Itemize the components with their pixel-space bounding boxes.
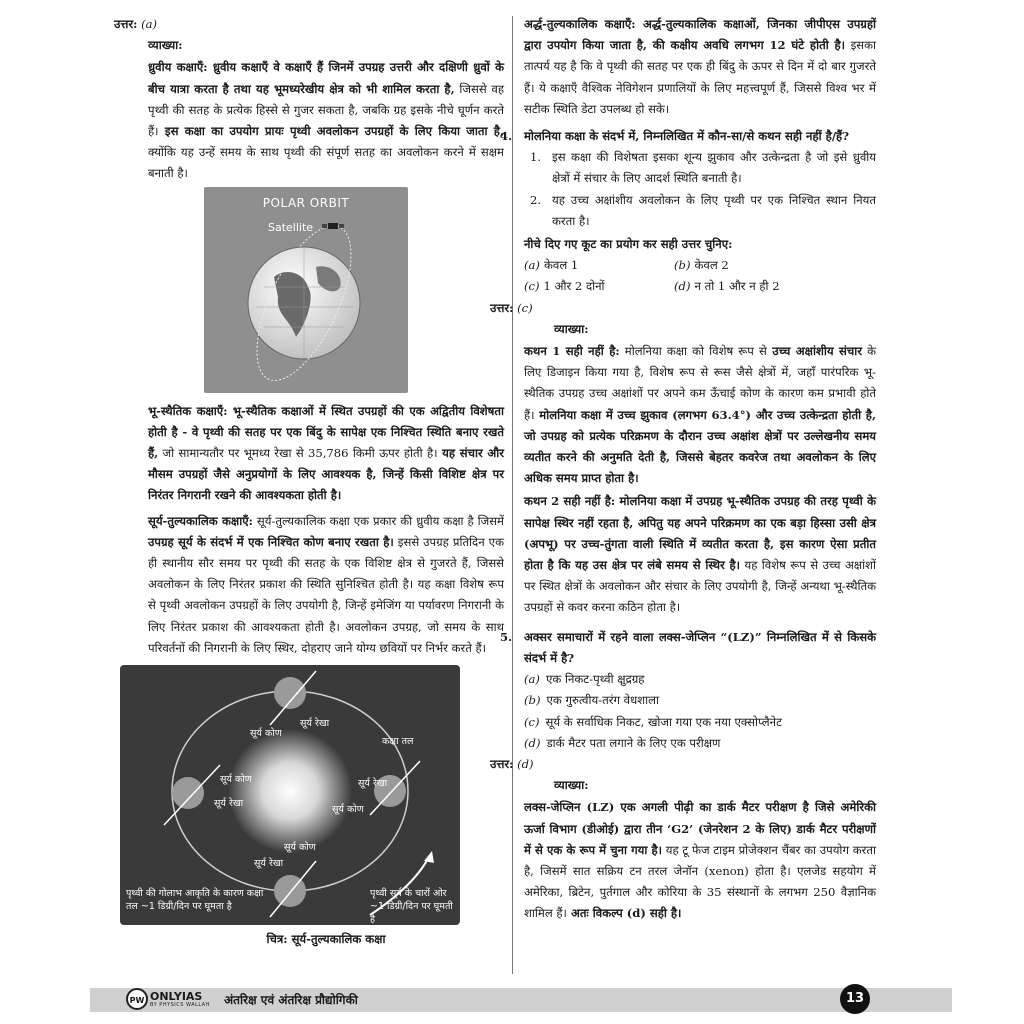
note-left: पृथ्वी की गोलाभ आकृति के कारण कक्षा तल ~1 डिग्री/दिन पर घूमता है [126, 888, 264, 913]
q4-answer-value: (c) [517, 300, 533, 315]
q5-option-a: (a) एक निकट-पृथ्वी क्षुद्रग्रह [524, 672, 645, 687]
sun-line-label-top: सूर्य रेखा [300, 718, 330, 730]
page-number: 13 [840, 984, 870, 1014]
note-right: पृथ्वी सूर्य के चारों ओर ~1 डिग्री/दिन पर घूमती है [370, 888, 453, 926]
q4-explanation-label: व्याख्या: [554, 321, 589, 336]
left-column [114, 14, 504, 950]
q4-explanation-2: कथन 2 सही नहीं है: मोलनिया कक्षा में उपग्रह भू-स्थैतिक उपग्रह की तरह पृथ्वी के सापेक्ष स्थिर नहीं रहता है, अपितु यह अपने परिक्रमण का एक बड़ा हिस्सा उसी क्षेत्र (अपभू) पर उच्च-तुंगता वाली स्थिति में व्यतीत करता है, इस कारण ऐसा प्रतीत होता है कि यह उस क्षेत्र पर लंबे समय से स्थिर है। यह विशेष रूप से उच्च अक्षांशों पर स्थित क्षेत्रों के अवलोकन और संचार के लिए उपयोगी है, जिन्हें अन्यथा भू-स्थैतिक उपग्रहों से कवर करना कठिन होता है। [524, 494, 877, 615]
satellite-label: Satellite [268, 220, 314, 234]
q5-explanation-label: व्याख्या: [554, 778, 589, 793]
answer-value: (a) [141, 17, 158, 31]
sun-sync-paragraph: सूर्य-तुल्यकालिक कक्षाएँ: सूर्य-तुल्यकालिक कक्षा एक प्रकार की ध्रुवीय कक्षा है जिसमें उपग्रह सूर्य के संदर्भ में एक निश्चित कोण बनाए रखता है। इससे उपग्रह प्रतिदिन एक ही स्थानीय सौर समय पर पृथ्वी की सतह के एक विशिष्ट क्षेत्र से गुजरते हैं, जिससे अवलोकन के लिए निरंतर प्रकाश की स्थिति सुनिश्चित होती है। यह कक्षा विशेष रूप से पृथ्वी अवलोकन उपग्रहों के लिए उपयोगी है, जिन्हें इमेजिंग या पर्यावरण निगरानी के लिए निरंतर प्रकाश की आवश्यकता होती है। अवलोकन उपग्रह, जो समय के साथ परिवर्तनों की निगरानी के लिए स्थिर, दोहराए जाने योग्य छवियों पर निर्भर करते हैं। [148, 513, 504, 655]
orbit-plane-label: कक्षा तल [382, 736, 414, 748]
sun-angle-label-bottom: सूर्य कोण [284, 842, 316, 854]
q4-explanation-1: कथन 1 सही नहीं है: मोलनिया कक्षा को विशेष रूप से उच्च अक्षांशीय संचार के लिए डिजाइन किया गया है, विशेष रूप से रूस जैसे क्षेत्रों में, जहाँ पारंपरिक भू-स्थैतिक उपग्रह उच्च अक्षांशों पर अपने कम ऊँचाई कोण के कारण कम प्रभावी होते हैं। मोलनिया कक्षा में उच्च झुकाव (लगभग 63.4°) और उच्च उत्केन्द्रता होती है, जो उपग्रह को प्रत्येक परिक्रमण के दौरान उच्च अक्षांश क्षेत्रों पर उल्लेखनीय समय व्यतीत करने की अनुमति देती है, जिससे बेहतर कवरेज तथा अवलोकन के लिए अधिक समय प्राप्त होता है। [524, 344, 876, 486]
polar-paragraph: ध्रुवीय कक्षाएँ: ध्रुवीय कक्षाएँ वे कक्षाएँ हैं जिनमें उपग्रह उत्तरी और दक्षिणी ध्रुवों के बीच यात्रा करता है तथा यह भूमध्यरेखीय क्षेत्र को भी शामिल करता है, जिससे वह पृथ्वी की सतह के प्रत्येक हिस्से से गुजर सकता है, जबकि ग्रह इसके नीचे घूर्णन करते हैं। इस कक्षा का उपयोग प्रायः पृथ्वी अवलोकन उपग्रहों के लिए किया जाता है, क्योंकि यह उन्हें समय के साथ पृथ्वी की संपूर्ण सतह का अवलोकन करने में सक्षम बनाती है। [148, 60, 504, 181]
sun-line-label-right: सूर्य रेखा [358, 778, 388, 790]
q4-statement-2: 2. यह उच्च अक्षांशीय अवलोकन के लिए पृथ्वी पर एक निश्चित स्थान नियत करता है। [530, 192, 876, 228]
question-5: 5. अक्सर समाचारों में रहने वाला लक्स-जेप्लिन “(LZ)” निम्नलिखित में से किसके संदर्भ में है? [500, 629, 876, 665]
q4-option-c: (c) 1 और 2 दोनों [524, 279, 605, 294]
geo-paragraph: भू-स्थैतिक कक्षाएँ: भू-स्थैतिक कक्षाओं में स्थित उपग्रहों की एक अद्वितीय विशेषता होती है - वे पृथ्वी की सतह पर एक बिंदु के सापेक्ष एक निश्चित स्थिति बनाए रखते हैं, जो सामान्यतौर पर भूमध्य रेखा से 35,786 किमी ऊपर होती है। यह संचार और मौसम उपग्रहों जैसे अनुप्रयोगों के लिए आवश्यक है, जिन्हें किसी विशिष्ट क्षेत्र पर निरंतर निगरानी रखने की आवश्यकता होती है। [148, 403, 504, 503]
q4-statement-1: 1. इस कक्षा की विशेषता इसका शून्य झुकाव और उत्केन्द्रता है जो इसे ध्रुवीय क्षेत्रों में संचार के लिए आदर्श स्थिति बनाती है। [530, 150, 876, 186]
explanation-label: व्याख्या: [148, 38, 183, 53]
q4-prompt: नीचे दिए गए कूट का प्रयोग कर सही उत्तर चुनिए: [524, 237, 733, 252]
q5-option-b: (b) एक गुरुत्वीय-तरंग वेधशाला [524, 693, 659, 708]
polar-orbit-figure [204, 187, 408, 393]
sun-sync-figure [120, 665, 460, 925]
q5-explanation: लक्स-जेप्लिन (LZ) एक अगली पीढ़ी का डार्क मैटर परीक्षण है जिसे अमेरिकी ऊर्जा विभाग (डीओई) द्वारा तीन ‘G2’ (जेनरेशन 2 के लिए) डार्क मैटर परीक्षणों में से एक के रूप में चुना गया है। यह टू फेज टाइम प्रोजेक्शन चैंबर का उपयोग करता है, जिसमें सात सक्रिय टन तरल जेनॉन (xenon) होता है। एलजेड सहयोग में अमेरिका, ब्रिटेन, पुर्तगाल और कोरिया के 35 संस्थानों के लगभग 250 वैज्ञानिक शामिल हैं। अतः विकल्प (d) सही है। [524, 800, 876, 921]
sun-angle-label-left: सूर्य कोण [220, 774, 252, 786]
q5-option-c: (c) सूर्य के सर्वाधिक निकट, खोजा गया एक नया एक्सोप्लैनेट [524, 714, 782, 729]
answer-label: उत्तर: [114, 17, 138, 31]
sun-line-label-left: सूर्य रेखा [214, 798, 244, 810]
question-4: 4. मोलनिया कक्षा के संदर्भ में, निम्नलिखित में कौन-सा/से कथन सही नहीं है/हैं? [500, 129, 850, 144]
footer-title: अंतरिक्ष एवं अंतरिक्ष प्रौद्योगिकी [224, 993, 358, 1007]
q5-option-d: (d) डार्क मैटर पता लगाने के लिए एक परीक्षण [524, 735, 721, 750]
sun-line-label-bottom: सूर्य रेखा [254, 858, 284, 870]
earth-illustration [204, 187, 408, 393]
q4-option-a: (a) केवल 1 [524, 258, 579, 273]
q4-option-d: (d) न तो 1 और न ही 2 [674, 279, 780, 294]
right-column [490, 14, 877, 925]
sun-sync-illustration [120, 665, 460, 925]
polar-orbit-title: POLAR ORBIT [262, 195, 350, 210]
semi-sync-paragraph: अर्द्ध-तुल्यकालिक कक्षाएँ: अर्द्ध-तुल्यकालिक कक्षाओं, जिनका जीपीएस उपग्रहों द्वारा उपयोग किया जाता है, की कक्षीय अवधि लगभग 12 घंटे होती है। इसका तात्पर्य यह है कि वे पृथ्वी की सतह पर एक ही बिंदु के ऊपर से दिन में दो बार गुजरते हैं। ये कक्षाएँ वैश्विक नेविगेशन प्रणालियों के लिए महत्त्वपूर्ण हैं, जिससे विश्व भर में सटीक स्थिति डेटा उपलब्ध हो सके। [524, 17, 877, 116]
q5-answer-label: उत्तर: [490, 756, 514, 771]
column-divider [512, 16, 513, 974]
q5-answer-value: (d) [517, 756, 534, 771]
sun-angle-label-right: सूर्य कोण [332, 804, 364, 816]
figure-caption: चित्र: सूर्य-तुल्यकालिक कक्षा [266, 932, 386, 947]
brand-logo: ONLYIAS BY PHYSICS WALLAH [150, 990, 210, 1008]
q4-options [524, 255, 876, 297]
sun-angle-label-top: सूर्य कोण [250, 728, 282, 740]
q4-option-b: (b) केवल 2 [674, 258, 729, 273]
q4-answer-label: उत्तर: [490, 300, 514, 315]
pw-logo-icon: PW [126, 988, 148, 1010]
page-footer [90, 988, 952, 1012]
